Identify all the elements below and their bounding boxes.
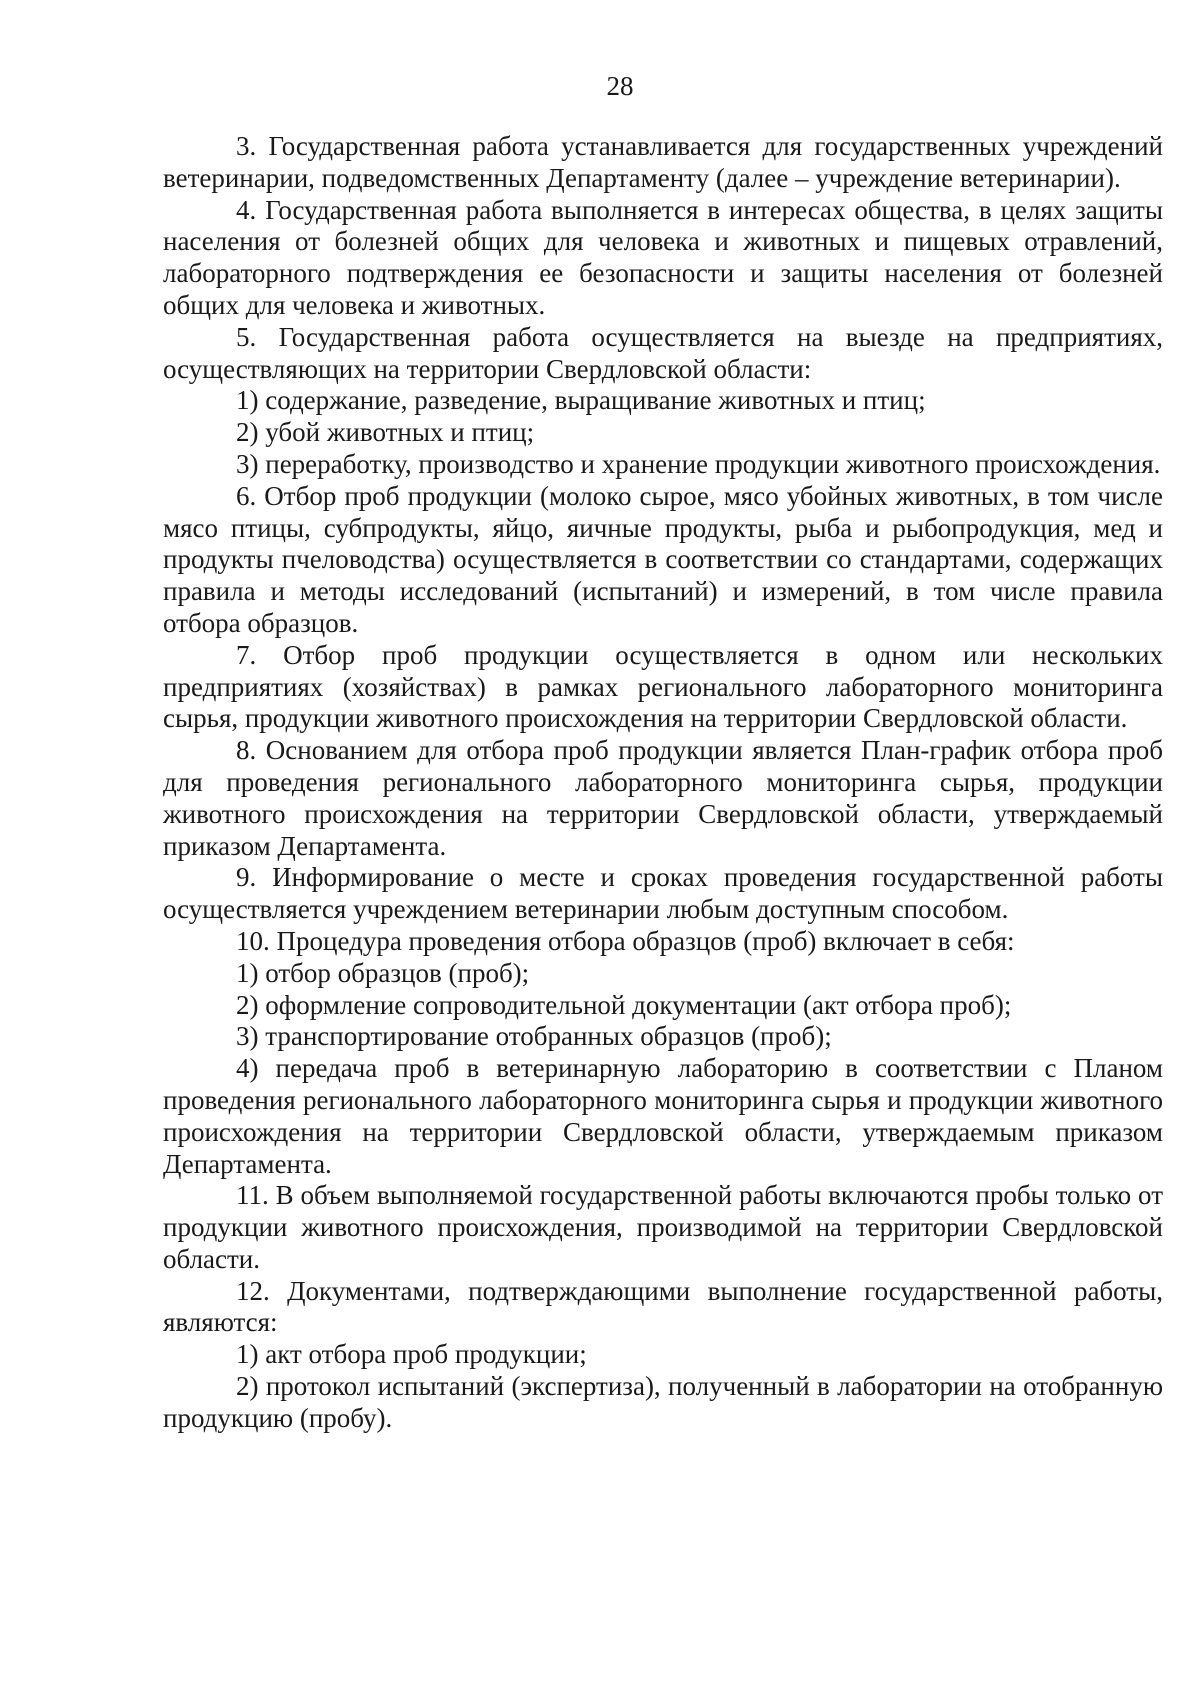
paragraph-7: 7. Отбор проб продукции осуществляется в одном или нескольких предприятиях (хозяйствах) в рамках регионального лабораторного мониторинга сырья, продукции животного происхождения на территории Свердловской области.	[163, 639, 1163, 734]
list-item-12-2: 2) протокол испытаний (экспертиза), полученный в лаборатории на отобранную продукцию (пробу).	[163, 1371, 1163, 1433]
page-number: 28	[606, 71, 634, 101]
paragraph-3: 3. Государственная работа устанавливается для государственных учреждений ветеринарии, подведомственных Департаменту (далее – учреждение ветеринарии).	[163, 131, 1163, 193]
paragraph-5: 5. Государственная работа осуществляется на выезде на предприятиях, осуществляющих на территории Свердловской области:	[163, 321, 1163, 384]
paragraph-10: 10. Процедура проведения отбора образцов (проб) включает в себя:	[236, 925, 1015, 956]
list-item-5-1: 1) содержание, разведение, выращивание животных и птиц;	[236, 385, 926, 416]
paragraph-6: 6. Отбор проб продукции (молоко сырое, мясо убойных животных, в том числе мясо птицы, субпродукты, яйцо, яичные продукты, рыба и рыбопродукция, мед и продукты пчеловодства) осуществляется в соответствии со стандартами, содержащих правила и методы исследований (испытаний) и измерений, в том числе правила отбора образцов.	[163, 480, 1163, 638]
list-item-10-1: 1) отбор образцов (проб);	[236, 957, 530, 988]
list-item-10-4: 4) передача проб в ветеринарную лабораторию в соответствии с Планом проведения регионального лабораторного мониторинга сырья и продукции животного происхождения на территории Свердловской области, утверждаемым приказом Департамента.	[163, 1053, 1163, 1179]
list-item-12-1: 1) акт отбора проб продукции;	[236, 1339, 587, 1370]
paragraph-4: 4. Государственная работа выполняется в интересах общества, в целях защиты населения от болезней общих для человека и животных и пищевых отравлений, лабораторного подтверждения ее безопасности и защиты населения от болезней общих для человека и животных.	[163, 194, 1163, 320]
list-item-5-3: 3) переработку, производство и хранение продукции животного происхождения.	[236, 448, 1161, 479]
paragraph-12: 12. Документами, подтверждающими выполнение государственной работы, являются:	[163, 1275, 1163, 1338]
list-item-10-2: 2) оформление сопроводительной документации (акт отбора проб);	[236, 989, 1012, 1020]
paragraph-11: 11. В объем выполняемой государственной работы включаются пробы только от продукции животного происхождения, производимой на территории Свердловской области.	[163, 1180, 1163, 1274]
list-item-10-3: 3) транспортирование отобранных образцов (проб);	[236, 1021, 832, 1052]
paragraph-8: 8. Основанием для отбора проб продукции является План-график отбора проб для проведения регионального лабораторного мониторинга сырья, продукции животного происхождения на территории Свердловской области, утверждаемый приказом Департамента.	[163, 735, 1163, 861]
list-item-5-2: 2) убой животных и птиц;	[236, 417, 535, 448]
paragraph-9: 9. Информирование о месте и сроках проведения государственной работы осуществляется учреждением ветеринарии любым доступным способом.	[163, 862, 1163, 925]
document-body	[163, 131, 1163, 1435]
